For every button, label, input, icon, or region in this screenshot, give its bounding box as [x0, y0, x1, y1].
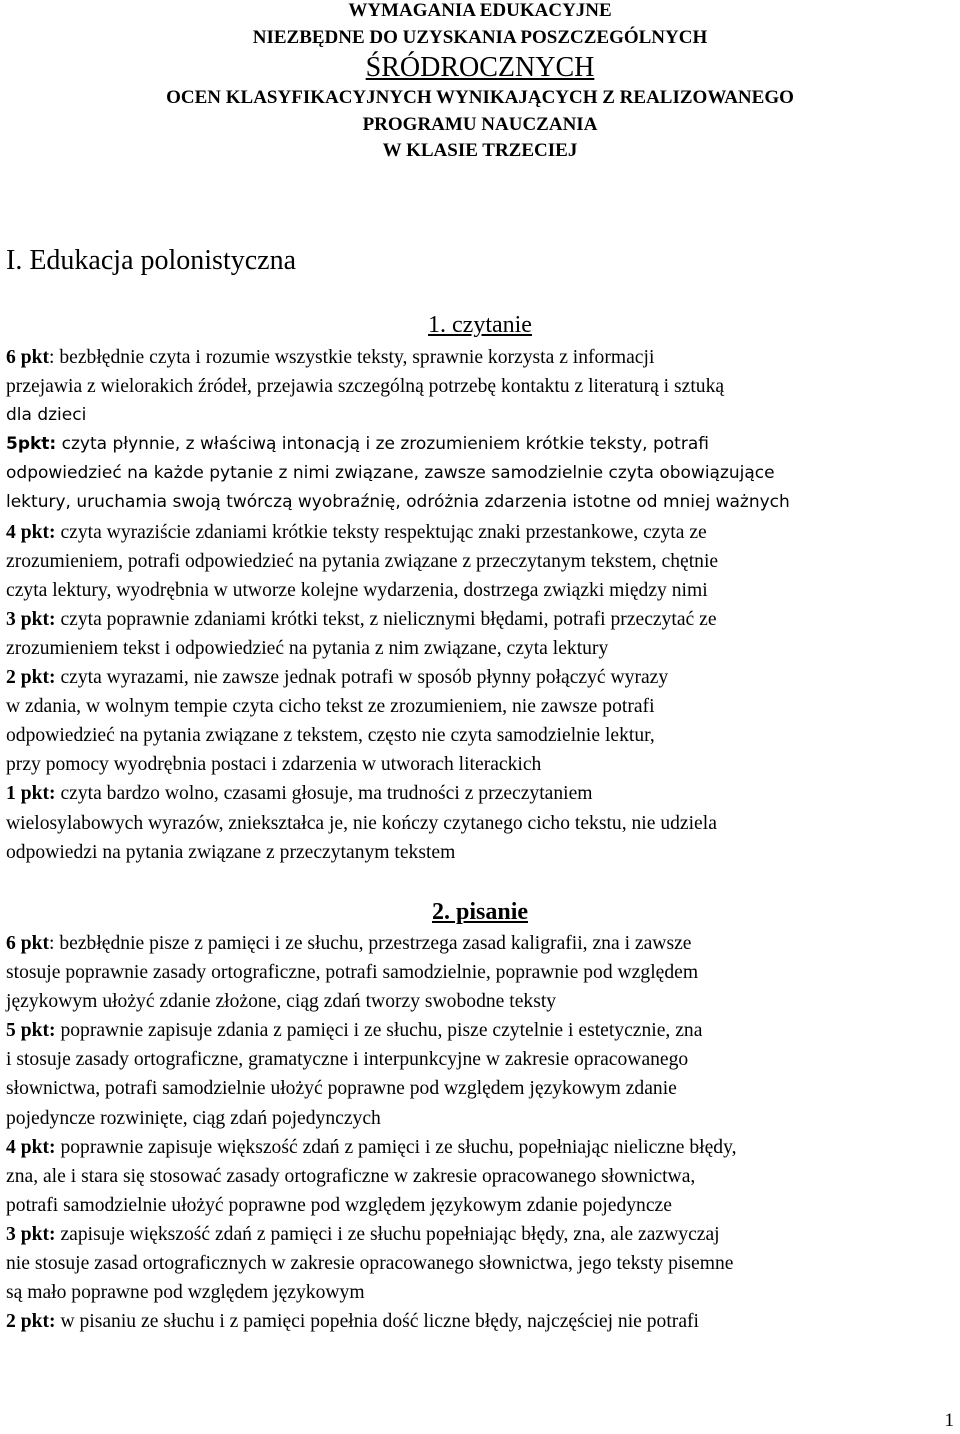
- text-line: [6, 779, 956, 808]
- text-line: [6, 809, 956, 838]
- line-text: : bezbłędnie czyta i rozumie wszystkie teksty, sprawnie korzysta z informacji: [49, 347, 655, 368]
- line-text: czyta wyrazami, nie zawsze jednak potrafi w sposób płynny połączyć wyrazy: [55, 667, 669, 689]
- text-line: [6, 1162, 956, 1191]
- grade-points-label: 2 pkt:: [6, 667, 56, 689]
- grade-points-label: 6 pkt: [6, 347, 50, 368]
- text-line: [6, 401, 956, 430]
- line-text: odpowiedzi na pytania związane z przeczytanym tekstem: [6, 841, 456, 863]
- line-text: językowym ułożyć zdanie złożone, ciąg zdań tworzy swobodne teksty: [6, 991, 557, 1013]
- subheading-pisanie-text: 2. pisanie: [431, 899, 529, 925]
- text-line: [6, 1016, 956, 1045]
- header-line-6: W KLASIE TRZECIEJ: [382, 140, 578, 161]
- text-line: [6, 1220, 956, 1249]
- text-line: [6, 576, 956, 605]
- line-text: poprawnie zapisuje zdania z pamięci i ze słuchu, pisze czytelnie i estetycznie, zna: [55, 1020, 703, 1042]
- line-text: zrozumieniem, potrafi odpowiedzieć na pytania związane z przeczytanym tekstem, chętnie: [6, 550, 719, 572]
- line-text: w zdania, w wolnym tempie czyta cicho tekst ze zrozumieniem, nie zawsze potrafi: [6, 696, 655, 718]
- subheading-czytanie-text: 1. czytanie: [428, 312, 532, 338]
- text-line: [6, 750, 956, 779]
- page-number: 1: [944, 1410, 954, 1431]
- line-text: wielosylabowych wyrazów, zniekształca je, nie kończy czytanego cicho tekstu, nie udziela: [6, 812, 717, 834]
- czytanie-body: [6, 343, 956, 867]
- line-text: czyta płynnie, z właściwą intonacją i ze zrozumieniem krótkie teksty, potrafi: [56, 434, 709, 455]
- text-line: [6, 1133, 956, 1162]
- text-line: [6, 1249, 956, 1278]
- line-text: czyta wyraziście zdaniami krótkie teksty respektując znaki przestankowe, czyta ze: [55, 521, 707, 543]
- grade-points-label: 4 pkt:: [6, 521, 56, 543]
- line-text: słownictwa, potrafi samodzielnie ułożyć poprawne pod względem językowym zdanie: [6, 1078, 677, 1100]
- header-line-4: OCEN KLASYFIKACYJNYCH WYNIKAJĄCYCH Z REALIZOWANEGO: [166, 87, 794, 108]
- grade-points-label: 2 pkt:: [6, 1311, 56, 1333]
- text-line: [6, 663, 956, 692]
- line-text: odpowiedzieć na pytania związane z tekstem, często nie czyta samodzielnie lektur,: [6, 725, 655, 747]
- line-text: nie stosuje zasad ortograficznych w zakresie opracowanego słownictwa, jego teksty pisemne: [6, 1253, 734, 1275]
- text-line: [6, 488, 956, 517]
- line-text: przejawia z wielorakich źródeł, przejawia szczególną potrzebę kontaktu z literaturą i sztuką: [6, 376, 725, 398]
- pisanie-body: [6, 929, 956, 1336]
- text-line: [6, 692, 956, 721]
- line-text: zapisuje większość zdań z pamięci i ze słuchu popełniając błędy, zna, ale zazwyczaj: [55, 1223, 720, 1245]
- text-line: [6, 987, 956, 1016]
- header-line-2: NIEZBĘDNE DO UZYSKANIA POSZCZEGÓLNYCH: [252, 26, 708, 48]
- text-line: [6, 372, 956, 401]
- grade-points-label: 5pkt:: [6, 434, 57, 455]
- text-line: [6, 547, 956, 576]
- line-text: poprawnie zapisuje większość zdań z pamięci i ze słuchu, popełniając nieliczne błędy,: [55, 1136, 737, 1158]
- text-line: [6, 605, 956, 634]
- subheading-pisanie: [0, 897, 960, 927]
- text-line: [6, 1191, 956, 1220]
- text-line: [6, 721, 956, 750]
- line-text: : bezbłędnie pisze z pamięci i ze słuchu, przestrzega zasad kaligrafii, zna i zawsze: [49, 933, 692, 954]
- text-line: [6, 518, 956, 547]
- line-text: w pisaniu ze słuchu i z pamięci popełnia dość liczne błędy, najczęściej nie potrafi: [55, 1311, 699, 1333]
- line-text: czyta bardzo wolno, czasami głosuje, ma trudności z przeczytaniem: [55, 783, 593, 805]
- grade-points-label: 1 pkt:: [6, 783, 56, 805]
- text-line: [6, 1074, 956, 1103]
- text-line: [6, 929, 956, 958]
- text-line: [6, 838, 956, 867]
- line-text: zrozumieniem tekst i odpowiedzieć na pytania z nim związane, czyta lektury: [6, 637, 609, 659]
- line-text: lektury, uruchamia swoją twórczą wyobraźnię, odróżnia zdarzenia istotne od mniej ważnych: [6, 492, 790, 513]
- text-line: [6, 1104, 956, 1133]
- line-text: są mało poprawne pod względem językowym: [6, 1282, 365, 1304]
- line-text: pojedyncze rozwinięte, ciąg zdań pojedynczych: [6, 1107, 381, 1129]
- text-line: [6, 1045, 956, 1074]
- text-line: [6, 1278, 956, 1307]
- line-text: dla dzieci: [6, 405, 87, 426]
- section-title: I. Edukacja polonistyczna: [6, 245, 297, 276]
- line-text: i stosuje zasady ortograficzne, gramatyczne i interpunkcyjne w zakresie opracowanego: [6, 1049, 689, 1071]
- line-text: zna, ale i stara się stosować zasady ortograficzne w zakresie opracowanego słownictwa,: [6, 1165, 696, 1187]
- text-line: [6, 1307, 956, 1336]
- header-line-3: ŚRÓDROCZNYCH: [365, 52, 595, 83]
- grade-points-label: 4 pkt:: [6, 1136, 56, 1158]
- grade-points-label: 3 pkt:: [6, 608, 56, 630]
- grade-points-label: 6 pkt: [6, 933, 50, 954]
- text-line: [6, 430, 956, 459]
- subheading-czytanie: [0, 310, 960, 340]
- grade-points-label: 5 pkt:: [6, 1020, 56, 1042]
- line-text: przy pomocy wyodrębnia postaci i zdarzenia w utworach literackich: [6, 754, 542, 776]
- line-text: czyta poprawnie zdaniami krótki tekst, z nielicznymi błędami, potrafi przeczytać ze: [55, 608, 717, 630]
- text-line: [6, 343, 956, 372]
- text-line: [6, 459, 956, 488]
- document-header: [0, 0, 960, 165]
- text-line: [6, 958, 956, 987]
- line-text: czyta lektury, wyodrębnia w utworze kolejne wydarzenia, dostrzega związki między nimi: [6, 579, 708, 601]
- line-text: odpowiedzieć na każde pytanie z nimi związane, zawsze samodzielnie czyta obowiązujące: [6, 463, 775, 484]
- header-line-5: PROGRAMU NAUCZANIA: [362, 113, 598, 135]
- grade-points-label: 3 pkt:: [6, 1223, 56, 1245]
- line-text: potrafi samodzielnie ułożyć poprawne pod względem językowym zdanie pojedyncze: [6, 1194, 672, 1216]
- text-line: [6, 634, 956, 663]
- line-text: stosuje poprawnie zasady ortograficzne, potrafi samodzielnie, poprawnie pod względem: [6, 962, 699, 984]
- header-line-1: WYMAGANIA EDUKACYJNE: [348, 0, 612, 21]
